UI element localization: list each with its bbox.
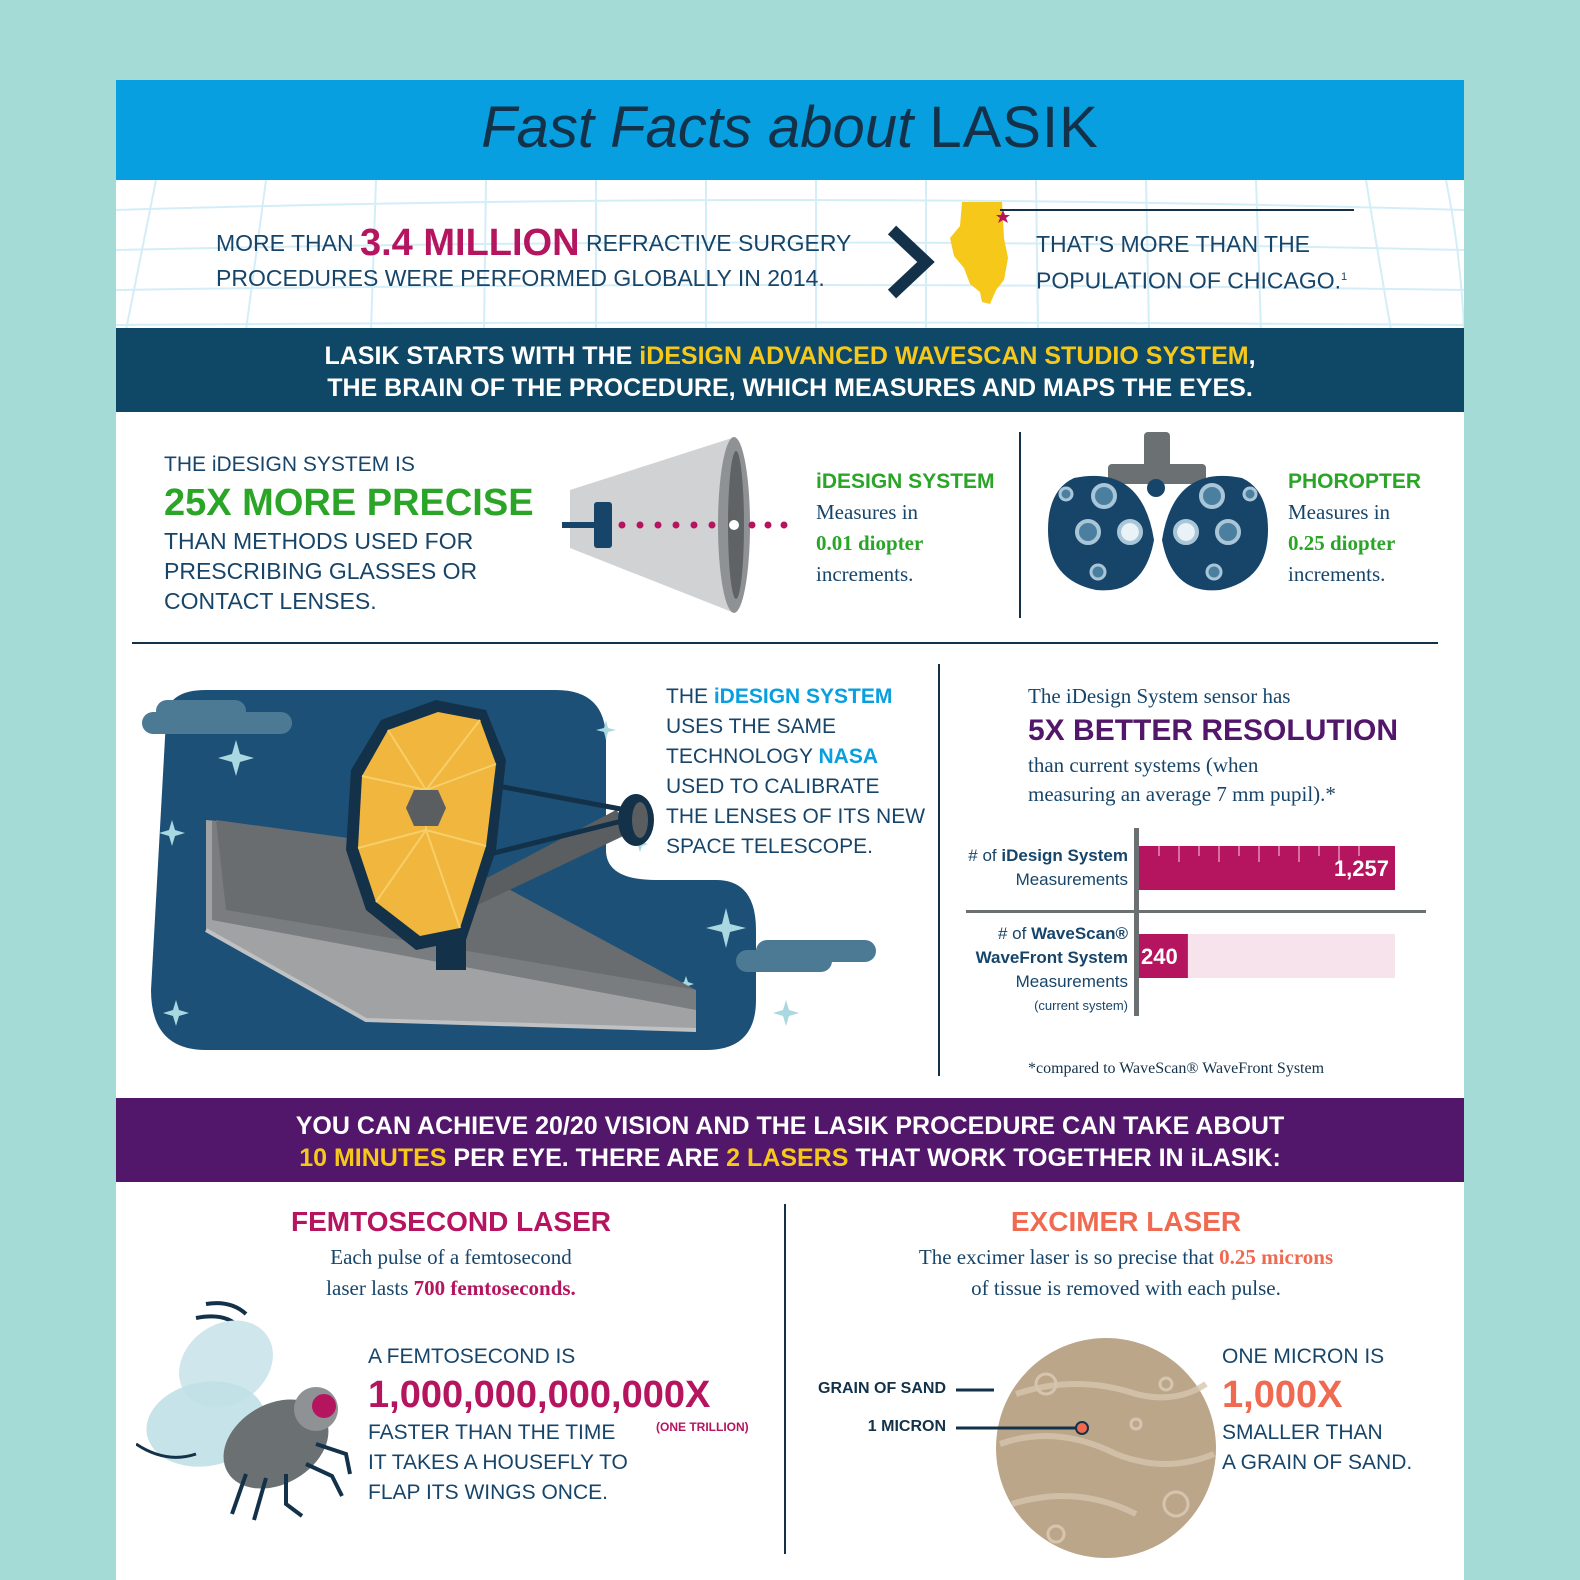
band1-pre: LASIK STARTS WITH THE [324, 342, 640, 370]
femto-fact [368, 1342, 788, 1508]
band1-highlight: iDESIGN ADVANCED WAVESCAN STUDIO SYSTEM [639, 342, 1249, 370]
idesign-card-line1: Measures in [816, 500, 919, 524]
nasa-line3a: TECHNOLOGY [666, 745, 819, 768]
resolution-line1: The iDesign System sensor has [1028, 684, 1291, 708]
femto-desc2a: laser lasts [326, 1276, 414, 1300]
bar-axis [1134, 828, 1139, 1016]
stat1-right-line2 [1036, 262, 1347, 296]
precision-line4: CONTACT LENSES. [164, 588, 377, 614]
phoropter-card-title: PHOROPTER [1288, 470, 1422, 493]
femto-fact-line1: A FEMTOSECOND IS [368, 1345, 576, 1368]
illinois-map-icon [946, 198, 1018, 310]
band1-post: , [1248, 342, 1256, 370]
stat1-post: REFRACTIVE SURGERY [585, 230, 852, 256]
band2-end: THAT WORK TOGETHER IN iLASIK: [848, 1144, 1281, 1172]
band1-line2: THE BRAIN OF THE PROCEDURE, WHICH MEASURES AND MAPS THE EYES. [327, 374, 1253, 402]
greater-than-icon [884, 224, 936, 300]
bar-value-wavescan: 240 [1141, 944, 1178, 969]
nasa-line4: USED TO CALIBRATE [666, 775, 880, 798]
label-one-micron: 1 MICRON [867, 1418, 946, 1435]
femto-fact-line3: IT TAKES A HOUSEFLY TO [368, 1451, 628, 1474]
idesign-card-value: 0.01 diopter [816, 531, 924, 555]
nasa-line1a: THE [666, 685, 714, 708]
nasa-block [666, 682, 925, 862]
precision-line2: THAN METHODS USED FOR [164, 528, 474, 554]
infographic [116, 80, 1464, 1580]
vertical-divider-3 [784, 1204, 786, 1554]
bar-label-a2: iDesign System [1001, 846, 1128, 865]
excimer-title: EXCIMER LASER [1010, 1206, 1242, 1237]
femto-fact-line2: FASTER THAN THE TIME [368, 1421, 616, 1444]
resolution-line3: measuring an average 7 mm pupil).* [1028, 782, 1336, 806]
excimer-fact-line3: A GRAIN OF SAND. [1222, 1451, 1413, 1474]
excimer-big-number: 1,000X [1222, 1374, 1343, 1416]
phoropter-card-line3: increments. [1288, 562, 1386, 586]
band2-mid: PER EYE. THERE ARE [446, 1144, 727, 1172]
bar-label-b2: WaveScan® [1031, 924, 1128, 943]
vertical-divider [1019, 432, 1021, 618]
band2-highlight1: 10 MINUTES [299, 1144, 447, 1172]
housefly-icon [136, 1294, 356, 1544]
grain-of-sand-illustration [936, 1324, 1216, 1574]
femto-small-note: (ONE TRILLION) [656, 1420, 749, 1434]
nasa-line6: SPACE TELESCOPE. [666, 835, 873, 858]
nasa-line3b: NASA [818, 745, 878, 768]
phoropter-card [1288, 466, 1458, 590]
precision-big: 25X MORE PRECISE [164, 482, 534, 524]
excimer-fact-line1: ONE MICRON IS [1222, 1345, 1385, 1368]
divider-line [1000, 209, 1354, 211]
bar-value-idesign: 1,257 [1333, 856, 1389, 881]
band2-line1: YOU CAN ACHIEVE 20/20 VISION AND THE LASIK PROCEDURE CAN TAKE ABOUT [295, 1112, 1285, 1140]
band-idesign-intro [116, 328, 1464, 412]
nasa-line2: USES THE SAME [666, 715, 836, 738]
nasa-line1b: iDESIGN SYSTEM [713, 685, 893, 708]
bar-label-a3: Measurements [1015, 870, 1128, 889]
phoropter-card-value: 0.25 diopter [1288, 531, 1396, 555]
horizontal-divider [132, 642, 1438, 644]
excimer-desc1a: The excimer laser is so precise that [918, 1245, 1220, 1269]
idesign-card-title: iDESIGN SYSTEM [816, 470, 995, 493]
femto-fact-line4: FLAP ITS WINGS ONCE. [368, 1481, 608, 1504]
excimer-header [816, 1206, 1436, 1304]
excimer-desc1 [816, 1242, 1436, 1273]
stat-section-procedures [116, 180, 1464, 330]
excimer-desc2: of tissue is removed with each pulse. [971, 1276, 1281, 1300]
excimer-fact [1222, 1342, 1452, 1478]
bar-label-b4: Measurements [1015, 972, 1128, 991]
bar-chart-svg [966, 828, 1446, 1068]
vertical-divider-2 [938, 664, 940, 1076]
bar-label-b5: (current system) [1034, 998, 1128, 1013]
nasa-line3 [666, 742, 925, 772]
header-bar [116, 80, 1464, 180]
excimer-fact-line2: SMALLER THAN [1222, 1421, 1383, 1444]
femto-big-number: 1,000,000,000,000X [368, 1374, 711, 1416]
band-lasers-intro [116, 1098, 1464, 1182]
stat1-line1 [216, 222, 852, 264]
footnote-marker: 1 [1341, 271, 1348, 283]
stat1-pre: MORE THAN [216, 230, 354, 256]
resolution-footnote: *compared to WaveScan® WaveFront System [1028, 1060, 1325, 1077]
band2-highlight2: 2 LASERS [726, 1144, 849, 1172]
idesign-card [816, 466, 1006, 590]
nasa-line5: THE LENSES OF ITS NEW [666, 805, 926, 828]
idesign-scanner-icon [562, 430, 802, 620]
femto-desc2b: 700 femtoseconds. [413, 1276, 576, 1300]
stat1-big-number: 3.4 MILLION [359, 222, 580, 264]
stat1-right-line1: THAT'S MORE THAN THE [1036, 231, 1311, 257]
page-title [116, 94, 1464, 161]
title-italic: Fast Facts about [481, 95, 914, 160]
bar-label-b3: WaveFront System [975, 948, 1128, 967]
bar-label-b1: # of [997, 924, 1032, 943]
precision-line3: PRESCRIBING GLASSES OR [164, 558, 478, 584]
excimer-desc1b: 0.25 microns [1219, 1245, 1334, 1269]
bar-label-a1: # of [968, 846, 1002, 865]
band2-line2 [116, 1142, 1464, 1174]
stat1-line2: PROCEDURES WERE PERFORMED GLOBALLY IN 2014. [216, 265, 825, 291]
resolution-big: 5X BETTER RESOLUTION [1028, 714, 1399, 747]
band1-line1 [116, 328, 1464, 372]
femto-title: FEMTOSECOND LASER [291, 1206, 611, 1237]
idesign-card-line3: increments. [816, 562, 914, 586]
femto-header [216, 1206, 686, 1304]
resolution-line2: than current systems (when [1028, 753, 1259, 777]
femto-desc1: Each pulse of a femtosecond [330, 1245, 572, 1269]
bar-separator [966, 910, 1426, 913]
phoropter-card-line1: Measures in [1288, 500, 1391, 524]
label-grain-of-sand: GRAIN OF SAND [818, 1380, 946, 1397]
resolution-bar-chart [966, 828, 1446, 1068]
title-bold: LASIK [929, 95, 1099, 160]
precision-line1: THE iDESIGN SYSTEM IS [164, 453, 415, 476]
phoropter-icon [1044, 430, 1272, 600]
resolution-block [1028, 682, 1448, 809]
precision-block [164, 450, 564, 616]
nasa-line1 [666, 682, 925, 712]
chicago-text: POPULATION OF CHICAGO. [1036, 267, 1341, 294]
